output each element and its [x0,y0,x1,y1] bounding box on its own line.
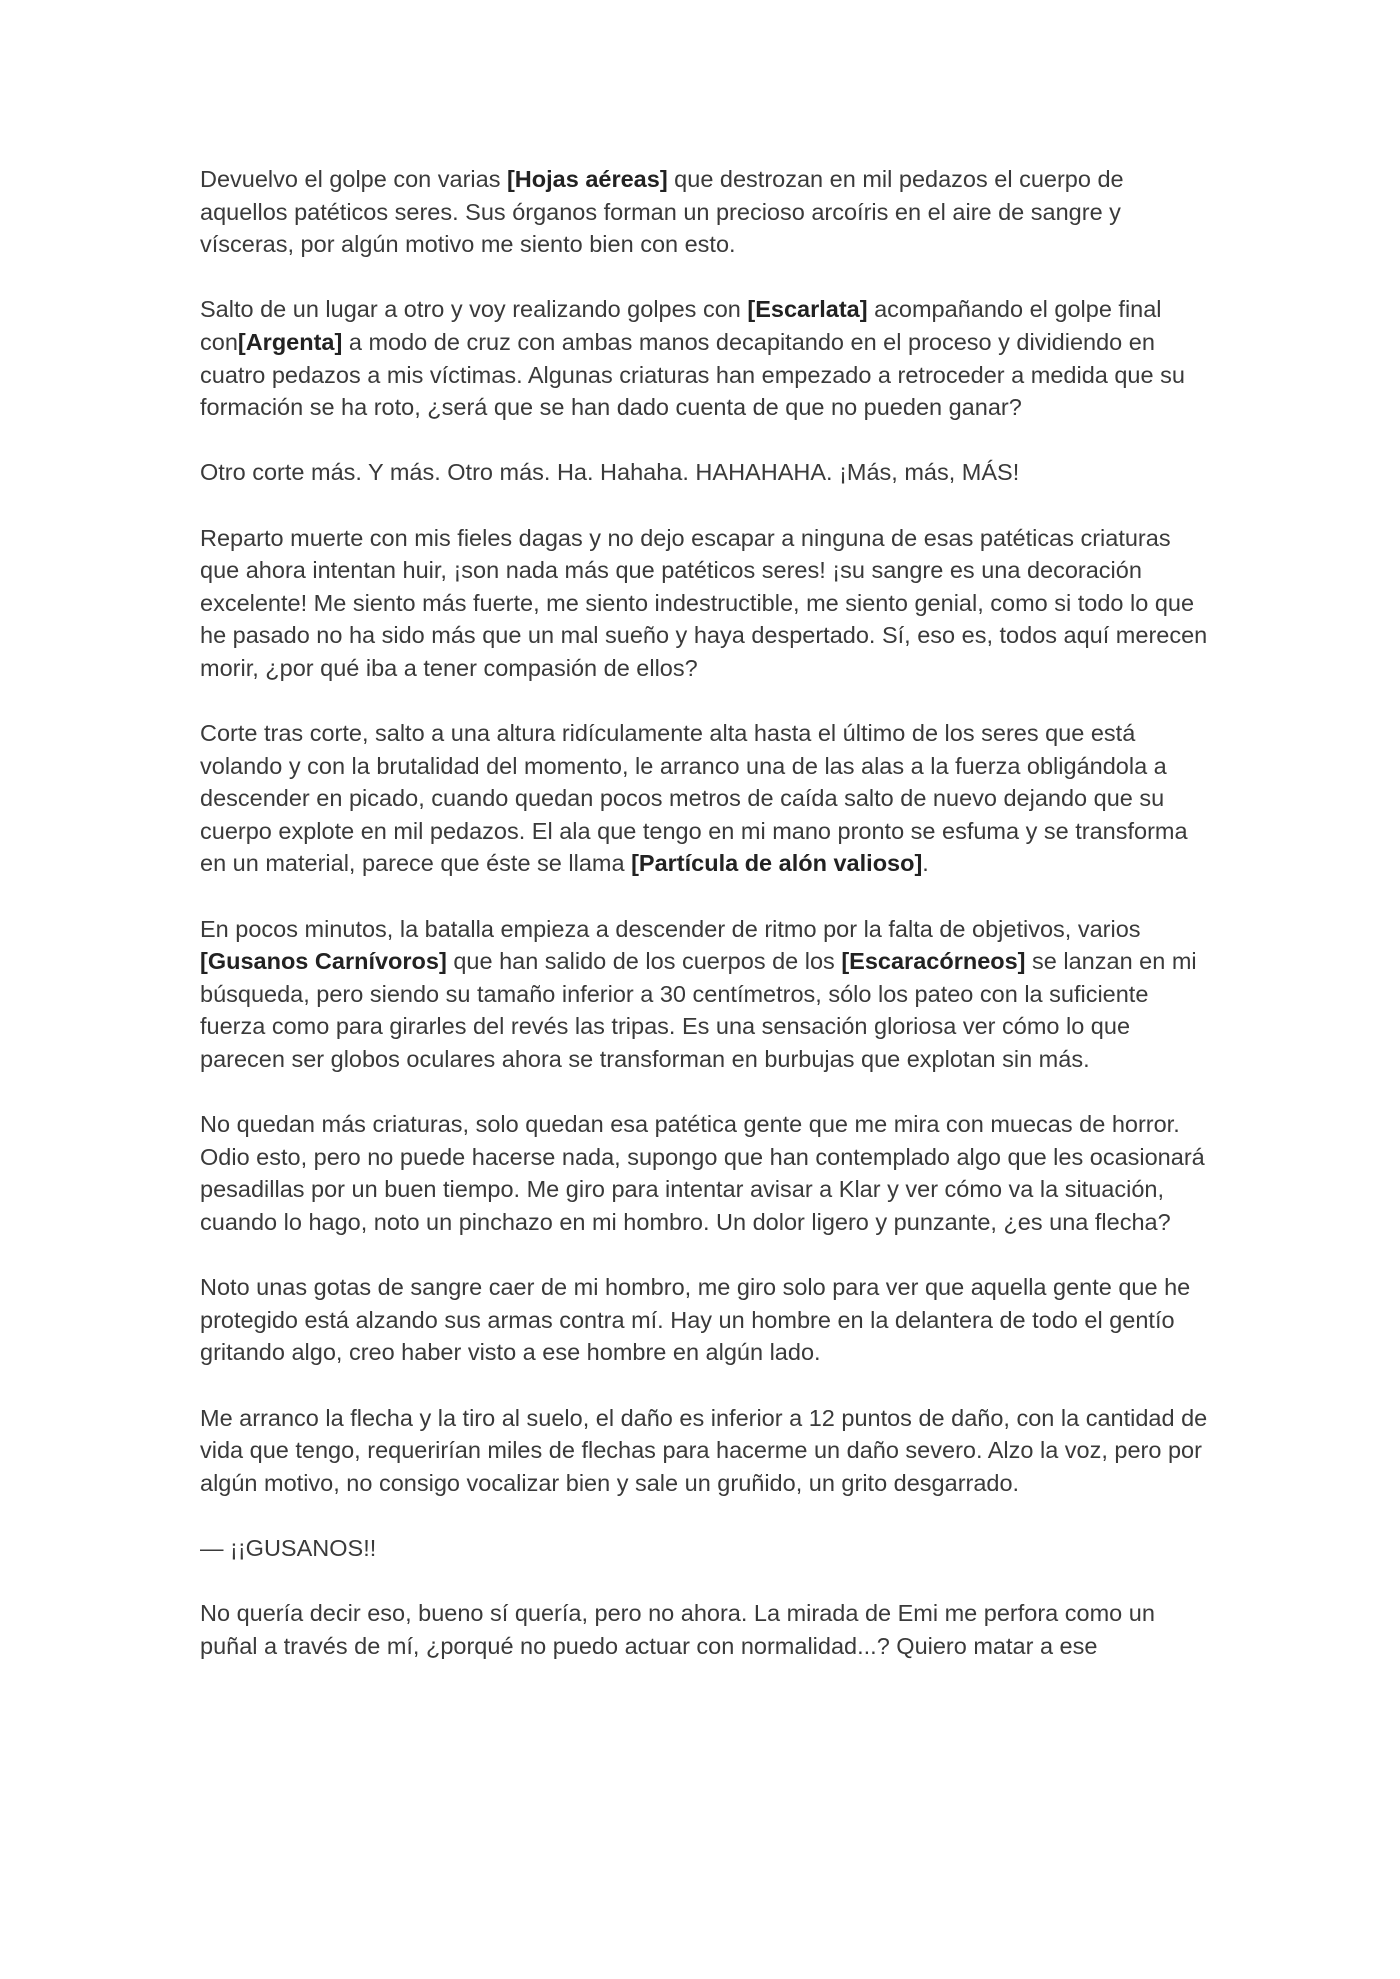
paragraph: Me arranco la flecha y la tiro al suelo, el daño es inferior a 12 puntos de daño, con la cantidad de vida que tengo, requerirían miles de flechas para hacerme un daño severo. Alzo la voz, pero por algún motivo, no consigo vocalizar bien y sale un gruñido, un grito desgarrado. [200,1404,1208,1496]
paragraph: No quería decir eso, bueno sí quería, pero no ahora. La mirada de Emi me perfora como un puñal a través de mí, ¿porqué no puedo actuar con normalidad...? Quiero matar a ese [200,1600,1155,1659]
paragraph: Noto unas gotas de sangre caer de mi hombro, me giro solo para ver que aquella gente que he protegido está alzando sus armas contra mí. Hay un hombre en la delantera de todo el gentío gritando algo, creo haber visto a ese hombre en algún lado. [200,1274,1191,1366]
paragraph: Devuelvo el golpe con varias [Hojas aéreas] que destrozan en mil pedazos el cuerpo de aquellos patéticos seres. Sus órganos forman un precioso arcoíris en el aire de sangre y vísceras, por algún motivo me siento bien con esto. [200,166,1124,258]
creature-name: [Escaracórneos] [841,948,1026,975]
paragraph: Reparto muerte con mis fieles dagas y no dejo escapar a ninguna de esas patéticas criaturas que ahora intentan huir, ¡son nada más que patéticos seres! ¡su sangre es una decoración excelente! Me siento más fuerte, me siento indestructible, me siento genial, como si todo lo que he pasado no ha sido más que un mal sueño y haya despertado. Sí, eso es, todos aquí merecen morir, ¿por qué iba a tener compasión de ellos? [200,524,1208,681]
skill-name: [Argenta] [237,328,343,355]
paragraph: Salto de un lugar a otro y voy realizando golpes con [Escarlata] acompañando el golpe final con[Argenta] a modo de cruz con ambas manos decapitando en el proceso y dividiendo en cuatro pedazos a mis víctimas. Algunas criaturas han empezado a retroceder a medida que su formación se ha roto, ¿será que se han dado cuenta de que no pueden ganar? [200,296,1185,421]
paragraph: Otro corte más. Y más. Otro más. Ha. Hahaha. HAHAHAHA. ¡Más, más, MÁS! [200,459,1020,486]
paragraph: Corte tras corte, salto a una altura ridículamente alta hasta el último de los seres que está volando y con la brutalidad del momento, le arranco una de las alas a la fuerza obligándola a descender en picado, cuando quedan pocos metros de caída salto de nuevo dejando que su cuerpo explote en mil pedazos. El ala que tengo en mi mano pronto se esfuma y se transforma en un material, parece que éste se llama [Partícula de alón valioso]. [200,720,1188,877]
paragraph: No quedan más criaturas, solo quedan esa patética gente que me mira con muecas de horror. Odio esto, pero no puede hacerse nada, supongo que han contemplado algo que les ocasionará pesadillas por un buen tiempo. Me giro para intentar avisar a Klar y ver cómo va la situación, cuando lo hago, noto un pinchazo en mi hombro. Un dolor ligero y punzante, ¿es una flecha? [200,1111,1205,1235]
item-name: [Partícula de alón valioso] [631,850,923,877]
paragraph: En pocos minutos, la batalla empieza a descender de ritmo por la falta de objetivos, varios [Gusanos Carnívoros] que han salido de los cuerpos de los [Escaracórneos] se lanzan en mi búsqueda, pero siendo su tamaño inferior a 30 centímetros, sólo los pateo con la suficiente fuerza como para girarles del revés las tripas. Es una sensación gloriosa ver cómo lo que parecen ser globos oculares ahora se transforman en burbujas que explotan sin más. [200,915,1197,1073]
document-body [200,163,1210,1695]
dialogue-line: — ¡¡GUSANOS!! [200,1534,377,1561]
creature-name: [Gusanos Carnívoros] [200,948,447,975]
skill-name: [Hojas aéreas] [506,166,668,192]
skill-name: [Escarlata] [747,296,868,323]
